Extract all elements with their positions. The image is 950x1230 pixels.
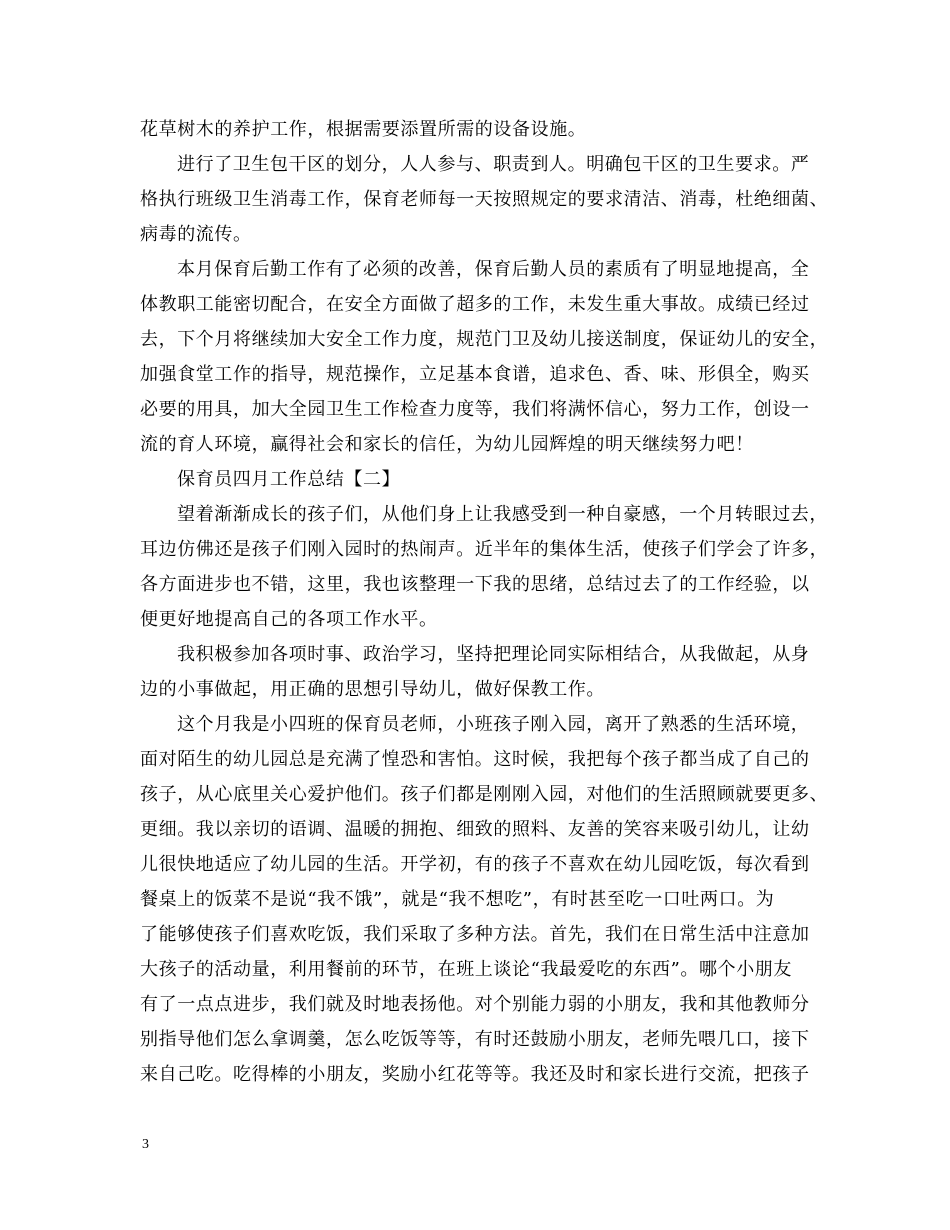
- text-line: 来自己吃。吃得棒的小朋友，奖励小红花等等。我还及时和家长进行交流，把孩子: [140, 1064, 810, 1085]
- text-line: 便更好地提高自己的各项工作水平。: [140, 609, 438, 630]
- text-line: 望着渐渐成长的孩子们，从他们身上让我感受到一种自豪感，一个月转眼过去，: [177, 504, 828, 525]
- text-line: 格执行班级卫生消毒工作，保育老师每一天按照规定的要求清洁、消毒，杜绝细菌、: [140, 189, 829, 210]
- text-line: 别指导他们怎么拿调羹，怎么吃饭等等，有时还鼓励小朋友，老师先喂几口，接下: [140, 1029, 810, 1050]
- text-line: 花草树木的养护工作，根据需要添置所需的设备设施。: [140, 119, 587, 140]
- text-line: 必要的用具，加大全园卫生工作检查力度等，我们将满怀信心，努力工作，创设一: [140, 399, 810, 420]
- text-line: 加强食堂工作的指导，规范操作，立足基本食谱，追求色、香、味、形俱全，购买: [140, 364, 810, 385]
- text-line: 进行了卫生包干区的划分，人人参与、职责到人。明确包干区的卫生要求。严: [177, 154, 810, 175]
- text-line: 本月保育后勤工作有了必须的改善，保育后勤人员的素质有了明显地提高，全: [177, 259, 810, 280]
- text-line: 孩子，从心底里关心爱护他们。孩子们都是刚刚入园，对他们的生活照顾就要更多、: [140, 784, 829, 805]
- text-line: 儿很快地适应了幼儿园的生活。开学初，有的孩子不喜欢在幼儿园吃饭，每次看到: [140, 854, 810, 875]
- text-line: 这个月我是小四班的保育员老师，小班孩子刚入园，离开了熟悉的生活环境，: [177, 714, 810, 735]
- text-line: 体教职工能密切配合，在安全方面做了超多的工作，未发生重大事故。成绩已经过: [140, 294, 810, 315]
- text-line: 耳边仿佛还是孩子们刚入园时的热闹声。近半年的集体生活，使孩子们学会了许多，: [140, 539, 829, 560]
- text-line: 了能够使孩子们喜欢吃饭，我们采取了多种方法。首先，我们在日常生活中注意加: [140, 924, 810, 945]
- text-line: 去，下个月将继续加大安全工作力度，规范门卫及幼儿接送制度，保证幼儿的安全，: [140, 329, 829, 350]
- text-line: 餐桌上的饭菜不是说“我不饿”，就是“我不想吃”，有时甚至吃一口吐两口。为: [140, 889, 775, 910]
- text-line: 病毒的流传。: [140, 224, 252, 245]
- text-line: 有了一点点进步，我们就及时地表扬他。对个别能力弱的小朋友，我和其他教师分: [140, 994, 810, 1015]
- text-line: 面对陌生的幼儿园总是充满了惶恐和害怕。这时候，我把每个孩子都当成了自己的: [140, 749, 810, 770]
- page-number: 3: [142, 1137, 149, 1152]
- text-line: 流的育人环境，赢得社会和家长的信任，为幼儿园辉煌的明天继续努力吧！: [140, 434, 754, 455]
- text-line: 边的小事做起，用正确的思想引导幼儿，做好保教工作。: [140, 679, 605, 700]
- text-line: 大孩子的活动量，利用餐前的环节，在班上谈论“我最爱吃的东西”。哪个小朋友: [140, 959, 793, 980]
- section-heading: 保育员四月工作总结【二】: [177, 469, 401, 490]
- text-line: 我积极参加各项时事、政治学习，坚持把理论同实际相结合，从我做起，从身: [177, 644, 810, 665]
- text-line: 更细。我以亲切的语调、温暖的拥抱、细致的照料、友善的笑容来吸引幼儿，让幼: [140, 819, 810, 840]
- text-line: 各方面进步也不错，这里，我也该整理一下我的思绪，总结过去了的工作经验，以: [140, 574, 810, 595]
